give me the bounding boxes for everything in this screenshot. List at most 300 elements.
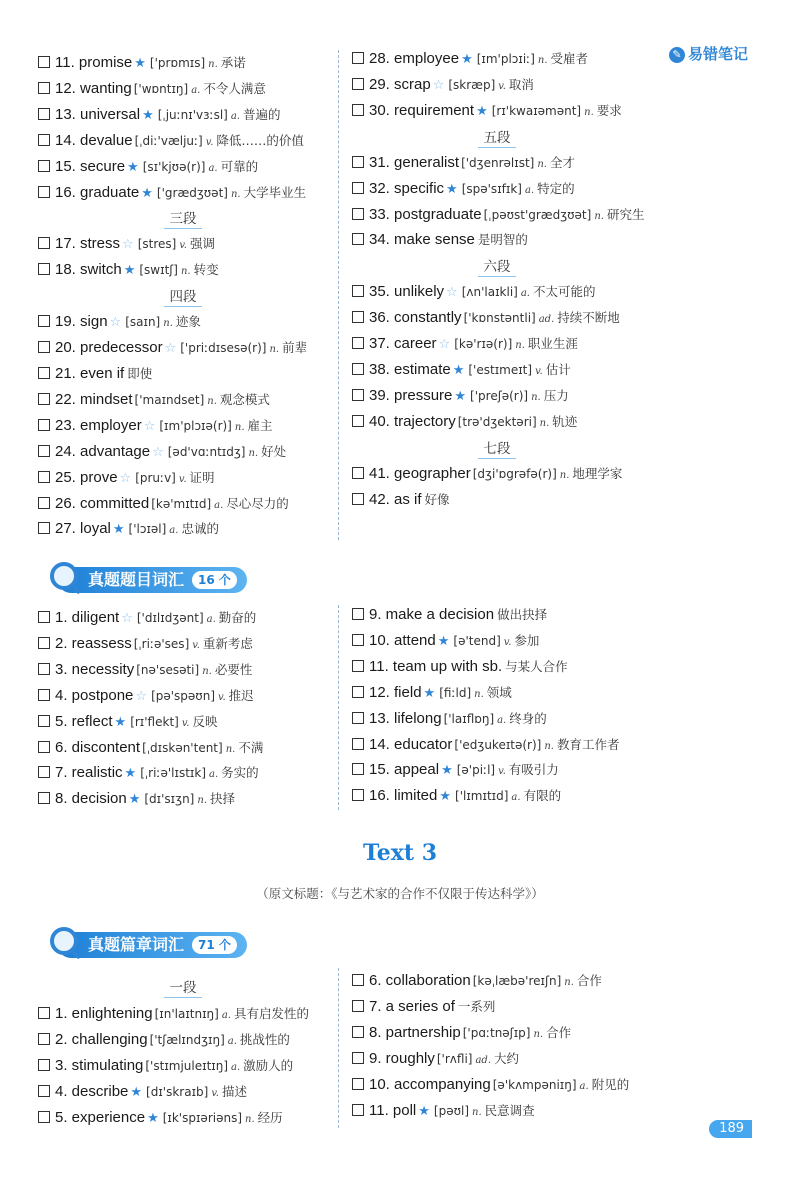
vocab-word: 37. career xyxy=(369,335,437,353)
vocab-entry xyxy=(352,787,561,807)
star-icon: ★ xyxy=(439,789,452,805)
vocab-entry xyxy=(352,736,620,756)
vocab-word: 10. accompanying xyxy=(369,1075,491,1093)
star-icon: ★ xyxy=(423,685,436,701)
star-icon: ★ xyxy=(452,363,465,378)
vocab-word: 4. describe xyxy=(55,1082,129,1100)
vocab-entry xyxy=(352,180,575,200)
vocab-entry xyxy=(352,231,528,249)
definition: 终身的 xyxy=(509,710,547,726)
part-of-speech: n. xyxy=(208,59,218,70)
part-of-speech: n. xyxy=(230,188,241,200)
phonetic: ['stɪmjuleɪtɪŋ] xyxy=(145,1058,229,1073)
definition: 有限的 xyxy=(523,788,562,804)
vocab-entry xyxy=(38,687,254,707)
vocab-word: 11. poll xyxy=(369,1101,417,1119)
vocab-word: 8. decision xyxy=(55,790,127,808)
definition: 前辈 xyxy=(282,340,308,356)
checkbox[interactable] xyxy=(38,315,50,327)
heading-underline xyxy=(164,997,202,998)
vocab-word: 27. loyal xyxy=(55,520,111,538)
vocab-entry xyxy=(352,335,578,355)
star-icon: ★ xyxy=(476,103,488,119)
part-of-speech: a. xyxy=(511,792,521,804)
star-icon: ★ xyxy=(147,1110,159,1126)
definition: 合作 xyxy=(546,1024,572,1040)
checkbox[interactable] xyxy=(352,634,364,646)
vocab-entry xyxy=(38,391,270,411)
definition: 具有启发性的 xyxy=(233,1006,309,1021)
vocab-entry xyxy=(38,739,263,759)
part-of-speech: n. xyxy=(202,665,212,677)
vocab-entry xyxy=(38,417,273,437)
star-icon: ★ xyxy=(454,388,467,404)
part-of-speech: a. xyxy=(520,288,530,300)
vocab-word: 2. reassess xyxy=(55,634,132,652)
phonetic: [pə'spəʊn] xyxy=(151,688,215,703)
checkbox[interactable] xyxy=(38,766,50,778)
checkbox[interactable] xyxy=(352,78,364,90)
vocab-word: 5. experience xyxy=(55,1108,146,1126)
vocab-entry xyxy=(352,761,559,781)
part-of-speech: ad. xyxy=(475,1054,492,1066)
vocab-word: 11. promise xyxy=(55,54,133,71)
checkbox[interactable] xyxy=(352,467,364,479)
phonetic: [ɪn'laɪtnɪŋ] xyxy=(154,1007,219,1021)
checkbox[interactable] xyxy=(38,108,50,120)
vocab-entry xyxy=(38,80,266,100)
phonetic: [kə'rɪə(r)] xyxy=(454,337,513,352)
checkbox[interactable] xyxy=(352,738,364,750)
vocab-word: 42. as if xyxy=(369,490,422,508)
vocab-word: 11. team up with sb. xyxy=(369,657,503,675)
vocab-entry xyxy=(38,1109,283,1129)
part-of-speech: n. xyxy=(245,1113,255,1125)
star-icon: ★ xyxy=(142,107,154,123)
part-of-speech: v. xyxy=(211,1087,219,1099)
part-of-speech: a. xyxy=(231,1061,241,1073)
checkbox[interactable] xyxy=(38,497,50,509)
part-of-speech: a. xyxy=(524,184,535,196)
checkbox[interactable] xyxy=(352,789,364,801)
vocab-entry xyxy=(38,339,307,359)
vocab-word: 36. constantly xyxy=(369,309,462,327)
definition: 重新考虑 xyxy=(202,635,253,651)
paragraph-heading-text: 一段 xyxy=(169,980,197,996)
definition: 与某人合作 xyxy=(505,658,568,674)
definition: 承诺 xyxy=(220,55,246,70)
part-of-speech: n. xyxy=(225,743,236,755)
part-of-speech: n. xyxy=(207,395,217,407)
star-icon: ★ xyxy=(441,763,453,779)
vocab-word: 17. stress xyxy=(55,235,121,253)
definition: 强调 xyxy=(189,236,215,252)
phonetic: ['tʃælɪndʒɪŋ] xyxy=(149,1032,225,1047)
phonetic: [ə'tend] xyxy=(453,633,501,648)
checkbox[interactable] xyxy=(38,263,50,275)
phonetic: [swɪtʃ] xyxy=(139,263,178,278)
vocab-word: 3. stimulating xyxy=(55,1056,144,1074)
vocab-word: 15. secure xyxy=(55,157,126,175)
star-icon: ★ xyxy=(112,522,125,538)
checkbox[interactable] xyxy=(352,285,364,297)
checkbox[interactable] xyxy=(352,337,364,349)
vocab-word: 40. trajectory xyxy=(369,412,456,430)
hollow-star-icon: ☆ xyxy=(164,341,177,357)
original-title-note: （原文标题：《与艺术家的合作不仅限于传达科学》） xyxy=(256,886,544,901)
part-of-speech: v. xyxy=(535,366,543,377)
phonetic: [kəˌlæbə'reɪʃn] xyxy=(472,974,562,988)
part-of-speech: v. xyxy=(181,717,190,729)
hollow-star-icon: ☆ xyxy=(109,315,122,331)
checkbox[interactable] xyxy=(38,134,50,146)
definition: 是明智的 xyxy=(477,232,528,248)
definition: 大学毕业生 xyxy=(243,184,307,200)
vocab-entry xyxy=(352,309,620,329)
vocab-word: 12. field xyxy=(369,683,422,701)
checkbox[interactable] xyxy=(38,367,50,379)
phonetic: [spə'sɪfɪk] xyxy=(461,181,522,196)
checkbox[interactable] xyxy=(38,1059,50,1071)
paragraph-heading-text: 三段 xyxy=(169,211,197,228)
vocab-word: 7. a series of xyxy=(369,997,455,1015)
phonetic: ['edʒukeɪtə(r)] xyxy=(454,737,542,752)
part-of-speech: ad. xyxy=(538,314,555,326)
vocab-word: 13. universal xyxy=(55,105,141,123)
column-divider-text3 xyxy=(338,968,339,1128)
star-icon: ★ xyxy=(437,633,450,649)
phonetic: [dʒi'ɒgrəfə(r)] xyxy=(472,466,557,481)
checkbox[interactable] xyxy=(38,56,50,68)
vocab-entry xyxy=(38,790,235,810)
checkbox[interactable] xyxy=(352,1078,364,1090)
badge-count: 16 个 xyxy=(192,571,237,589)
vocab-word: 38. estimate xyxy=(369,361,451,378)
paragraph-heading xyxy=(452,255,542,277)
vocab-entry xyxy=(38,365,152,383)
heading-underline xyxy=(478,147,516,148)
checkbox[interactable] xyxy=(38,237,50,249)
checkbox[interactable] xyxy=(38,792,50,804)
phonetic: ['prɒmɪs] xyxy=(149,56,206,70)
badge-label: 真题题目词汇 xyxy=(88,570,185,589)
phonetic: [rɪ'flekt] xyxy=(130,714,179,729)
paragraph-heading xyxy=(452,437,542,459)
phonetic: [nə'sesəti] xyxy=(136,662,200,677)
definition: 参加 xyxy=(514,632,540,648)
star-icon: ★ xyxy=(461,52,473,67)
checkbox[interactable] xyxy=(352,974,364,986)
phonetic: ['laɪflɒŋ] xyxy=(443,711,495,726)
vocab-word: 6. discontent xyxy=(55,738,141,756)
column-divider-exam xyxy=(338,605,339,810)
column-divider-top xyxy=(338,50,339,540)
checkbox[interactable] xyxy=(38,637,50,649)
vocab-word: 3. necessity xyxy=(55,660,135,678)
part-of-speech: n. xyxy=(515,340,525,352)
checkbox[interactable] xyxy=(352,1052,364,1064)
definition: 民意调查 xyxy=(484,1102,535,1118)
checkbox[interactable] xyxy=(352,712,364,724)
vocab-entry xyxy=(352,206,644,226)
part-of-speech: v. xyxy=(179,240,187,252)
checkbox[interactable] xyxy=(38,663,50,675)
definition: 取消 xyxy=(508,76,534,92)
definition: 务实的 xyxy=(221,765,259,781)
phonetic: ['priːdɪsesə(r)] xyxy=(180,341,267,356)
vocab-entry xyxy=(38,132,304,152)
checkbox[interactable] xyxy=(352,660,364,672)
phonetic: [ˌjuːnɪ'vɜːsl] xyxy=(157,107,228,122)
checkbox[interactable] xyxy=(352,1000,364,1012)
checkbox[interactable] xyxy=(352,311,364,323)
vocab-entry xyxy=(352,1102,535,1122)
vocab-entry xyxy=(38,469,215,489)
checkbox[interactable] xyxy=(38,445,50,457)
phonetic: [ɪm'plɔɪiː] xyxy=(476,52,535,66)
checkbox[interactable] xyxy=(38,1033,50,1045)
part-of-speech: v. xyxy=(205,136,214,148)
vocab-word: 32. specific xyxy=(369,179,445,197)
part-of-speech: n. xyxy=(544,740,554,752)
checkbox[interactable] xyxy=(38,1111,50,1123)
checkbox[interactable] xyxy=(38,689,50,701)
checkbox[interactable] xyxy=(352,1104,364,1116)
part-of-speech: n. xyxy=(472,1106,482,1118)
vocab-entry xyxy=(38,713,218,733)
part-of-speech: v. xyxy=(498,766,506,778)
vocab-entry xyxy=(352,465,622,485)
part-of-speech: a. xyxy=(579,1080,589,1092)
phonetic: [skræp] xyxy=(448,77,496,92)
phonetic: [ˌpəʊst'grædʒʊət] xyxy=(483,207,592,222)
definition: 估计 xyxy=(545,362,571,377)
vocab-entry xyxy=(352,76,534,96)
vocab-word: 35. unlikely xyxy=(369,283,445,301)
hollow-star-icon: ☆ xyxy=(135,688,148,704)
part-of-speech: n. xyxy=(234,421,245,433)
checkbox[interactable] xyxy=(352,415,364,427)
vocab-entry xyxy=(352,684,512,704)
heading-underline xyxy=(164,228,202,229)
vocab-entry xyxy=(38,609,256,629)
definition: 轨迹 xyxy=(552,413,578,429)
hollow-star-icon: ☆ xyxy=(121,611,133,626)
checkbox[interactable] xyxy=(38,186,50,198)
part-of-speech: v. xyxy=(503,636,512,648)
vocab-word: 25. prove xyxy=(55,468,118,486)
star-icon: ★ xyxy=(127,159,139,175)
phonetic: ['rʌfli] xyxy=(436,1051,473,1066)
vocab-entry xyxy=(38,158,258,178)
vocab-entry xyxy=(352,606,547,624)
star-icon: ★ xyxy=(130,1084,143,1100)
pencil-icon: ✎ xyxy=(669,47,685,63)
part-of-speech: v. xyxy=(498,80,506,92)
part-of-speech: v. xyxy=(192,639,200,651)
vocab-entry xyxy=(38,495,289,515)
hollow-star-icon: ☆ xyxy=(119,470,132,486)
phonetic: ['lɪmɪtɪd] xyxy=(455,789,509,804)
checkbox[interactable] xyxy=(38,341,50,353)
paragraph-heading xyxy=(138,976,228,998)
checkbox[interactable] xyxy=(352,156,364,168)
vocab-entry xyxy=(352,283,596,303)
star-icon: ★ xyxy=(446,181,458,197)
definition: 观念模式 xyxy=(219,391,270,407)
definition: 受雇者 xyxy=(550,51,589,66)
vocab-word: 15. appeal xyxy=(369,761,440,779)
vocab-word: 33. postgraduate xyxy=(369,205,482,223)
vocab-entry xyxy=(38,106,281,126)
checkbox[interactable] xyxy=(352,763,364,775)
part-of-speech: a. xyxy=(497,714,507,726)
star-icon: ★ xyxy=(124,766,137,782)
vocab-entry xyxy=(352,1024,571,1044)
paragraph-heading xyxy=(138,207,228,229)
checkbox[interactable] xyxy=(38,522,50,534)
vocab-word: 34. make sense xyxy=(369,231,475,249)
phonetic: [ˌdɪskən'tent] xyxy=(142,740,223,755)
heading-underline xyxy=(478,458,516,459)
part-of-speech: a. xyxy=(221,1010,231,1021)
phonetic: ['maɪndset] xyxy=(134,392,205,407)
vocab-entry xyxy=(352,413,577,433)
phonetic: [ʌn'laɪkli] xyxy=(461,285,518,300)
phonetic: [ɪk'spɪəriəns] xyxy=(162,1110,243,1125)
checkbox[interactable] xyxy=(38,82,50,94)
checkbox[interactable] xyxy=(352,104,364,116)
definition: 有吸引力 xyxy=(508,762,559,778)
phonetic: [ˌriːə'lɪstɪk] xyxy=(140,766,206,781)
vocab-word: 14. devalue xyxy=(55,131,133,149)
phonetic: ['wɒntɪŋ] xyxy=(133,81,189,96)
vocab-entry xyxy=(38,235,215,255)
section-badge-exam-words xyxy=(58,567,247,593)
checkbox[interactable] xyxy=(352,493,364,505)
phonetic: ['dɪlɪdʒənt] xyxy=(136,611,204,625)
vocab-entry xyxy=(38,520,219,540)
magnifier-icon xyxy=(50,927,78,955)
part-of-speech: n. xyxy=(163,318,173,330)
paragraph-heading-text: 五段 xyxy=(483,129,511,146)
checkbox[interactable] xyxy=(38,471,50,483)
phonetic: [rɪ'kwaɪəmənt] xyxy=(491,103,582,118)
definition: 挑战性的 xyxy=(239,1031,290,1047)
vocab-word: 14. educator xyxy=(369,735,453,753)
vocab-word: 9. make a decision xyxy=(369,606,495,623)
phonetic: [trə'dʒektəri] xyxy=(457,414,537,429)
vocab-word: 26. committed xyxy=(55,494,150,512)
definition: 激励人的 xyxy=(243,1057,294,1073)
definition: 不满 xyxy=(238,739,264,755)
definition: 勤奋的 xyxy=(218,610,257,625)
definition: 全才 xyxy=(549,154,575,170)
vocab-entry xyxy=(38,184,306,204)
checkbox[interactable] xyxy=(38,1085,50,1097)
checkbox[interactable] xyxy=(352,233,364,245)
definition: 可靠的 xyxy=(220,158,259,174)
checkbox[interactable] xyxy=(352,608,364,620)
checkbox[interactable] xyxy=(352,1026,364,1038)
part-of-speech: v. xyxy=(218,691,226,703)
definition: 反映 xyxy=(192,713,218,729)
definition: 大约 xyxy=(494,1050,520,1066)
checkbox[interactable] xyxy=(38,1007,50,1019)
definition: 做出抉择 xyxy=(497,607,548,622)
star-icon: ★ xyxy=(141,185,153,201)
vocab-word: 30. requirement xyxy=(369,101,475,119)
definition: 好像 xyxy=(424,491,450,507)
phonetic: [kə'mɪtɪd] xyxy=(151,496,212,511)
checkbox[interactable] xyxy=(352,363,364,375)
vocab-word: 20. predecessor xyxy=(55,339,163,357)
vocab-entry xyxy=(352,972,602,992)
vocab-entry xyxy=(38,661,252,681)
phonetic: [dɪ'sɪʒn] xyxy=(144,792,195,807)
checkbox[interactable] xyxy=(352,182,364,194)
phonetic: [pruːv] xyxy=(135,470,176,485)
phonetic: [ˌdiː'væljuː] xyxy=(134,133,203,148)
part-of-speech: v. xyxy=(178,473,187,485)
paragraph-heading-text: 四段 xyxy=(169,289,197,306)
definition: 降低……的价值 xyxy=(216,132,304,148)
checkbox[interactable] xyxy=(352,208,364,220)
checkbox[interactable] xyxy=(38,419,50,431)
phonetic: [ˌriːə'ses] xyxy=(133,636,190,651)
definition: 合作 xyxy=(576,973,602,988)
definition: 附见的 xyxy=(591,1076,630,1092)
hollow-star-icon: ☆ xyxy=(143,418,156,434)
vocab-word: 6. collaboration xyxy=(369,972,471,989)
checkbox[interactable] xyxy=(352,686,364,698)
heading-underline xyxy=(478,276,516,277)
definition: 雇主 xyxy=(247,417,273,433)
paragraph-heading xyxy=(138,285,228,307)
checkbox[interactable] xyxy=(38,715,50,727)
part-of-speech: n. xyxy=(180,266,191,278)
definition: 研究生 xyxy=(606,206,645,222)
part-of-speech: n. xyxy=(584,106,594,118)
star-icon: ★ xyxy=(134,56,146,71)
checkbox[interactable] xyxy=(352,52,364,64)
definition: 尽心尽力的 xyxy=(226,495,289,511)
part-of-speech: n. xyxy=(474,688,484,700)
checkbox[interactable] xyxy=(38,160,50,172)
checkbox[interactable] xyxy=(38,741,50,753)
phonetic: ['dʒenrəlɪst] xyxy=(461,155,535,170)
checkbox[interactable] xyxy=(38,393,50,405)
part-of-speech: a. xyxy=(214,499,224,511)
vocab-entry xyxy=(38,443,286,463)
part-of-speech: n. xyxy=(564,977,574,988)
paragraph-heading-text: 六段 xyxy=(483,259,511,276)
checkbox[interactable] xyxy=(352,389,364,401)
vocab-word: 28. employee xyxy=(369,50,460,67)
checkbox[interactable] xyxy=(38,611,50,623)
logo-text: 易错笔记 xyxy=(687,45,748,63)
definition: 即使 xyxy=(127,366,153,381)
part-of-speech: n. xyxy=(269,344,280,356)
badge-label: 真题篇章词汇 xyxy=(88,935,185,954)
vocab-word: 22. mindset xyxy=(55,390,133,408)
part-of-speech: n. xyxy=(594,210,604,222)
phonetic: [stres] xyxy=(137,237,177,252)
vocab-entry xyxy=(352,998,495,1016)
part-of-speech: a. xyxy=(227,1035,237,1047)
part-of-speech: n. xyxy=(537,158,547,170)
vocab-entry xyxy=(352,1050,519,1070)
